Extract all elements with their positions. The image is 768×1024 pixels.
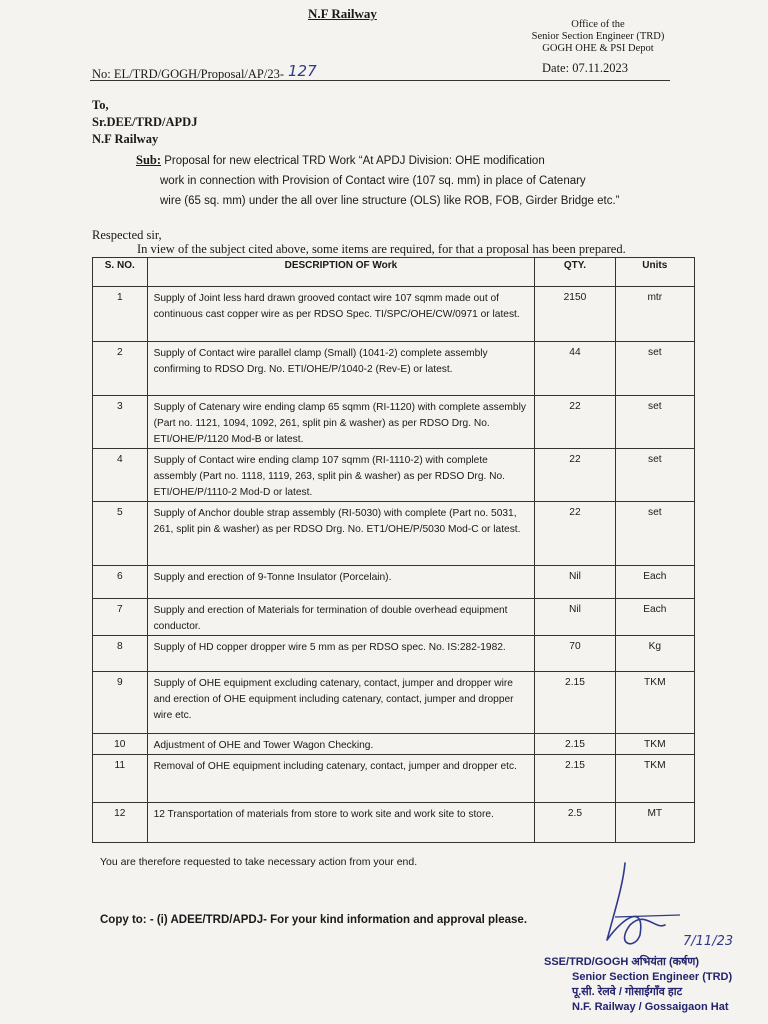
- row-unit: MT: [647, 808, 663, 819]
- addressee-org: N.F Railway: [92, 132, 159, 146]
- table-row: [93, 342, 695, 396]
- row-qty: 2150: [563, 292, 587, 303]
- subject-line: wire (65 sq. mm) under the all over line structure (OLS) like ROB, FOB, Girder Bridge etc.”: [160, 195, 620, 207]
- row-unit: set: [648, 454, 662, 465]
- row-description: Supply of Contact wire ending clamp 107 sqmm (RI-1110-2) with complete assembly (Part no. 1118, 1119, 263, split pin & washer) as per RDSO Drg. No. ETI/OHE/P/1110-2 Mod-D or latest.: [153, 455, 505, 498]
- addressee-block: [92, 97, 197, 148]
- row-sno: 1: [116, 292, 123, 303]
- reference-handwritten-number: 127: [288, 62, 317, 80]
- stamp-line: N.F. Railway / Gossaigaon Hat: [572, 1001, 729, 1013]
- addressee-designation: Sr.DEE/TRD/APDJ: [92, 115, 198, 129]
- table-row: [93, 502, 695, 566]
- row-sno: 7: [116, 604, 123, 615]
- letter-date: Date: 07.11.2023: [542, 61, 628, 75]
- row-sno: 3: [116, 401, 123, 412]
- row-unit: TKM: [644, 677, 666, 688]
- table-row: [93, 755, 695, 803]
- row-qty: 22: [569, 401, 581, 412]
- row-description: 12 Transportation of materials from store to work site and work site to store.: [153, 809, 494, 820]
- row-sno: 12: [114, 808, 126, 819]
- table-header-row: [93, 258, 695, 287]
- row-sno: 11: [114, 760, 126, 771]
- subject-block: [136, 150, 620, 211]
- addressee-to: To,: [92, 98, 109, 112]
- row-unit: TKM: [644, 739, 666, 750]
- office-line: Senior Section Engineer (TRD): [531, 31, 665, 42]
- table-row: [93, 734, 695, 755]
- action-request: You are therefore requested to take necessary action from your end.: [100, 856, 418, 868]
- row-description: Supply and erection of Materials for termination of double overhead equipment conductor.: [153, 605, 508, 632]
- row-sno: 2: [116, 347, 123, 358]
- subject-label: Sub:: [136, 153, 162, 167]
- row-description: Supply of OHE equipment excluding catenary, contact, jumper and dropper wire and erection of OHE equipment including catenary, contact, jumper and dropper wire etc.: [153, 678, 514, 721]
- row-description: Supply and erection of 9-Tonne Insulator (Porcelain).: [153, 572, 392, 583]
- subject-line: Proposal for new electrical TRD Work “At APDJ Division: OHE modification: [164, 155, 545, 167]
- header-description: DESCRIPTION OF Work: [147, 258, 535, 287]
- salutation: Respected sir,: [92, 228, 162, 242]
- signature-icon: [585, 855, 755, 960]
- table-row: [93, 566, 695, 599]
- row-qty: 44: [569, 347, 581, 358]
- row-description: Supply of HD copper dropper wire 5 mm as per RDSO spec. No. IS:282-1982.: [153, 642, 506, 653]
- row-qty: 2.5: [567, 808, 583, 819]
- row-qty: 2.15: [565, 677, 585, 688]
- row-description: Supply of Joint less hard drawn grooved contact wire 107 sqmm made out of continuous cast copper wire as per RDSO Spec. TI/SPC/OHE/CW/0971 or latest.: [153, 293, 520, 320]
- office-line: Office of the: [571, 19, 625, 30]
- row-qty: 2.15: [565, 760, 585, 771]
- row-unit: Each: [643, 571, 667, 582]
- reference-prefix: No: EL/TRD/GOGH/Proposal/AP/23-: [92, 67, 285, 81]
- row-sno: 6: [116, 571, 123, 582]
- row-unit: TKM: [644, 760, 666, 771]
- office-line: GOGH OHE & PSI Depot: [542, 43, 654, 54]
- table-row: [93, 636, 695, 672]
- items-table: [92, 257, 695, 843]
- table-row: [93, 396, 695, 449]
- row-qty: Nil: [569, 604, 581, 615]
- row-unit: Kg: [648, 641, 662, 652]
- row-qty: 2.15: [565, 739, 585, 750]
- official-stamp: [544, 955, 733, 1015]
- table-row: [93, 672, 695, 734]
- office-block: [518, 19, 678, 55]
- header-divider: [90, 80, 670, 81]
- row-unit: Each: [643, 604, 667, 615]
- row-unit: set: [648, 347, 662, 358]
- intro-paragraph: In view of the subject cited above, some items are required, for that a proposal has been prepared.: [137, 242, 626, 256]
- row-sno: 9: [116, 677, 123, 688]
- row-qty: Nil: [569, 571, 581, 582]
- table-row: [93, 803, 695, 843]
- copy-to-line: Copy to: - (i) ADEE/TRD/APDJ- For your kind information and approval please.: [100, 914, 528, 926]
- row-sno: 4: [116, 454, 123, 465]
- row-qty: 22: [569, 507, 581, 518]
- header-qty: QTY.: [535, 258, 615, 287]
- row-unit: set: [648, 507, 662, 518]
- row-description: Adjustment of OHE and Tower Wagon Checking.: [153, 740, 374, 751]
- row-unit: set: [648, 401, 662, 412]
- row-qty: 22: [569, 454, 581, 465]
- row-sno: 5: [116, 507, 123, 518]
- header-sno: S. NO.: [93, 258, 148, 287]
- table-row: [93, 599, 695, 636]
- stamp-line: Senior Section Engineer (TRD): [572, 971, 733, 983]
- row-sno: 10: [114, 739, 126, 750]
- row-description: Supply of Contact wire parallel clamp (Small) (1041-2) complete assembly confirming to RDSO Drg. No. ETI/OHE/P/1040-2 (Rev-E) or latest.: [153, 348, 488, 375]
- row-sno: 8: [116, 641, 123, 652]
- row-description: Supply of Anchor double strap assembly (RI-5030) with complete (Part no. 5031, 261, split pin & washer) as per RDSO Drg. No. ET1/OHE/P/5030 Mod-C or latest.: [153, 508, 521, 535]
- header-units: Units: [615, 258, 694, 287]
- row-qty: 70: [569, 641, 581, 652]
- stamp-line: SSE/TRD/GOGH अभियंता (कर्षण): [544, 956, 700, 968]
- subject-line: work in connection with Provision of Contact wire (107 sq. mm) in place of Catenary: [160, 175, 586, 187]
- row-description: Removal of OHE equipment including catenary, contact, jumper and dropper etc.: [153, 761, 517, 772]
- row-description: Supply of Catenary wire ending clamp 65 sqmm (RI-1120) with complete assembly (Part no. 1121, 1094, 1092, 261, split pin & washer) as per RDSO Drg. No. ETI/OHE/P/1120 Mod-B or latest.: [153, 402, 526, 445]
- row-unit: mtr: [647, 292, 663, 303]
- table-row: [93, 449, 695, 502]
- signature-date: 7/11/23: [683, 934, 734, 949]
- table-row: [93, 287, 695, 342]
- railway-title: N.F Railway: [308, 6, 377, 21]
- stamp-line: पू.सी. रेलवे / गोसाईगाँव हाट: [572, 986, 683, 998]
